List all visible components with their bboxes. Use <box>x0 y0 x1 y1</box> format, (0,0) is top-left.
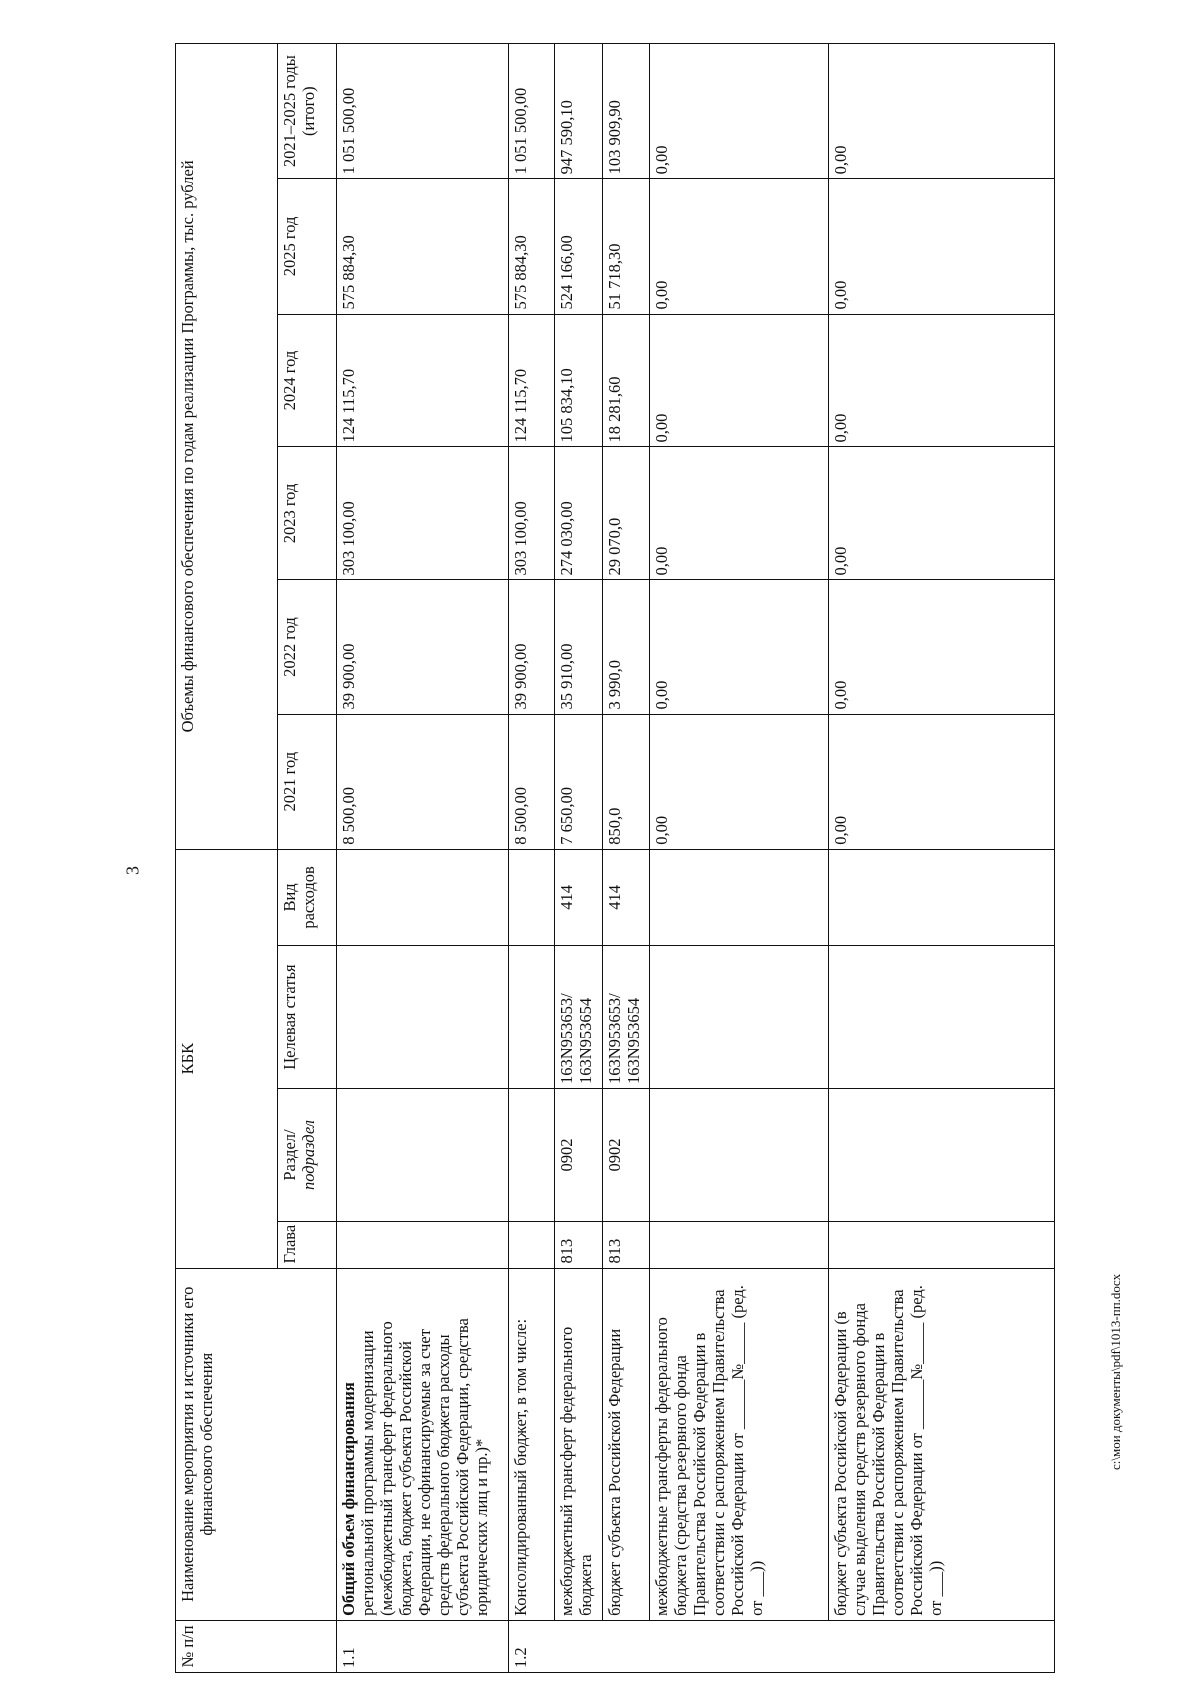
cell-2021: 0,00 <box>828 714 1054 849</box>
cell-vid <box>337 849 509 945</box>
cell-celevaya <box>509 946 555 1089</box>
cell-2024: 0,00 <box>650 314 828 447</box>
cell-2021: 0,00 <box>650 714 828 849</box>
cell-vid <box>509 849 555 945</box>
row-num: 1.1 <box>337 1620 509 1672</box>
row-name: межбюджетный трансферт федерального бюджета <box>554 1268 602 1620</box>
cell-2021: 8 500,00 <box>509 714 555 849</box>
table-row <box>602 44 650 1673</box>
row-name: межбюджетные трансферты федерального бюджета (средства резервного фонда Правительства Российской Федерации в соответствии с распоряжением Правительства Российской Федерации от ______№_____ (ред. от ___)) <box>650 1268 828 1620</box>
cell-2024: 105 834,10 <box>554 314 602 447</box>
header-celevaya: Целевая статья <box>277 946 336 1089</box>
table-row <box>554 44 602 1673</box>
header-razdel-a: Раздел/ <box>279 1129 299 1181</box>
cell-glava <box>509 1222 555 1269</box>
cell-2022: 0,00 <box>650 580 828 714</box>
cell-2025: 524 166,00 <box>554 179 602 314</box>
cell-2025: 575 884,30 <box>337 179 509 314</box>
cell-celevaya <box>337 946 509 1089</box>
header-volumes: Объемы финансового обеспечения по годам реализации Программы, тыс. рублей <box>176 44 278 850</box>
table-row <box>650 44 828 1673</box>
footer-file-path: c:\мои документы\pdf\1013-пп.docx <box>1108 1273 1123 1470</box>
cell-2022: 35 910,00 <box>554 580 602 714</box>
cell-razdel: 0902 <box>602 1089 650 1222</box>
header-num: № п/п <box>176 1620 337 1672</box>
table-row <box>828 44 1054 1673</box>
row-name: бюджет субъекта Российской Федерации <box>602 1268 650 1620</box>
row-num: 1.2 <box>509 1620 1055 1672</box>
cell-vid: 414 <box>554 849 602 945</box>
cell-2024: 124 115,70 <box>509 314 555 447</box>
cell-2021: 7 650,00 <box>554 714 602 849</box>
cell-total: 947 590,10 <box>554 44 602 179</box>
cell-celevaya <box>650 946 828 1089</box>
cell-total: 1 051 500,00 <box>509 44 555 179</box>
row-name-rest: региональной программы модернизации (межбюджетный трансферт федерального бюджета, бюджет субъекта Российской Федерации, не софинансируемые за счет средств федерального бюджета расходы субъекта Российской Федерации, средства юридических лиц и пр.)* <box>358 1318 492 1616</box>
row-name: Консолидированный бюджет, в том числе: <box>509 1268 555 1620</box>
page-number: 3 <box>122 866 143 875</box>
cell-vid <box>828 849 1054 945</box>
cell-razdel <box>509 1089 555 1222</box>
cell-2023: 274 030,00 <box>554 447 602 580</box>
cell-2023: 0,00 <box>650 447 828 580</box>
cell-2024: 18 281,60 <box>602 314 650 447</box>
table-row <box>509 44 555 1673</box>
cell-2022: 39 900,00 <box>509 580 555 714</box>
cell-2022: 39 900,00 <box>337 580 509 714</box>
cell-2021: 850,0 <box>602 714 650 849</box>
cell-2023: 0,00 <box>828 447 1054 580</box>
cell-2023: 29 070,0 <box>602 447 650 580</box>
cell-2025: 51 718,30 <box>602 179 650 314</box>
cell-total: 1 051 500,00 <box>337 44 509 179</box>
cell-razdel <box>650 1089 828 1222</box>
cell-2023: 303 100,00 <box>337 447 509 580</box>
cell-2022: 3 990,0 <box>602 580 650 714</box>
header-2025: 2025 год <box>277 179 336 314</box>
cell-glava <box>828 1222 1054 1269</box>
financing-table <box>175 43 1055 1673</box>
header-glava: Глава <box>277 1222 336 1269</box>
cell-2023: 303 100,00 <box>509 447 555 580</box>
cell-2024: 0,00 <box>828 314 1054 447</box>
header-2022: 2022 год <box>277 580 336 714</box>
cell-total: 0,00 <box>828 44 1054 179</box>
header-total: 2021–2025 годы (итого) <box>277 44 336 179</box>
header-kbk: КБК <box>176 849 278 1268</box>
header-razdel-b: подраздел <box>298 1120 318 1191</box>
rotated-table-container <box>175 43 1055 1673</box>
cell-2022: 0,00 <box>828 580 1054 714</box>
header-2021: 2021 год <box>277 714 336 849</box>
header-name: Наименование мероприятия и источники его финансового обеспечения <box>176 1268 337 1620</box>
cell-2025: 0,00 <box>650 179 828 314</box>
cell-2025: 575 884,30 <box>509 179 555 314</box>
cell-total: 0,00 <box>650 44 828 179</box>
header-razdel <box>277 1089 336 1222</box>
cell-vid: 414 <box>602 849 650 945</box>
cell-razdel <box>337 1089 509 1222</box>
cell-2024: 124 115,70 <box>337 314 509 447</box>
cell-celevaya: 163N953653/ 163N953654 <box>554 946 602 1089</box>
row-name: бюджет субъекта Российской Федерации (в случае выделения средств резервного фонда Правительства Российской Федерации в соответствии с распоряжением Правительства Российской Федерации от ______№_____ (ред. от ___)) <box>828 1268 1054 1620</box>
cell-razdel: 0902 <box>554 1089 602 1222</box>
cell-2021: 8 500,00 <box>337 714 509 849</box>
cell-total: 103 909,90 <box>602 44 650 179</box>
cell-glava <box>337 1222 509 1269</box>
cell-glava <box>650 1222 828 1269</box>
cell-glava: 813 <box>602 1222 650 1269</box>
cell-razdel <box>828 1089 1054 1222</box>
cell-glava: 813 <box>554 1222 602 1269</box>
row-name-bold: Общий объем финансирования <box>339 1382 359 1616</box>
cell-vid <box>650 849 828 945</box>
row-name <box>337 1268 509 1620</box>
cell-celevaya <box>828 946 1054 1089</box>
cell-2025: 0,00 <box>828 179 1054 314</box>
header-vid: Вид расходов <box>277 849 336 945</box>
header-2024: 2024 год <box>277 314 336 447</box>
table-row <box>337 44 509 1673</box>
header-2023: 2023 год <box>277 447 336 580</box>
cell-celevaya: 163N953653/ 163N953654 <box>602 946 650 1089</box>
